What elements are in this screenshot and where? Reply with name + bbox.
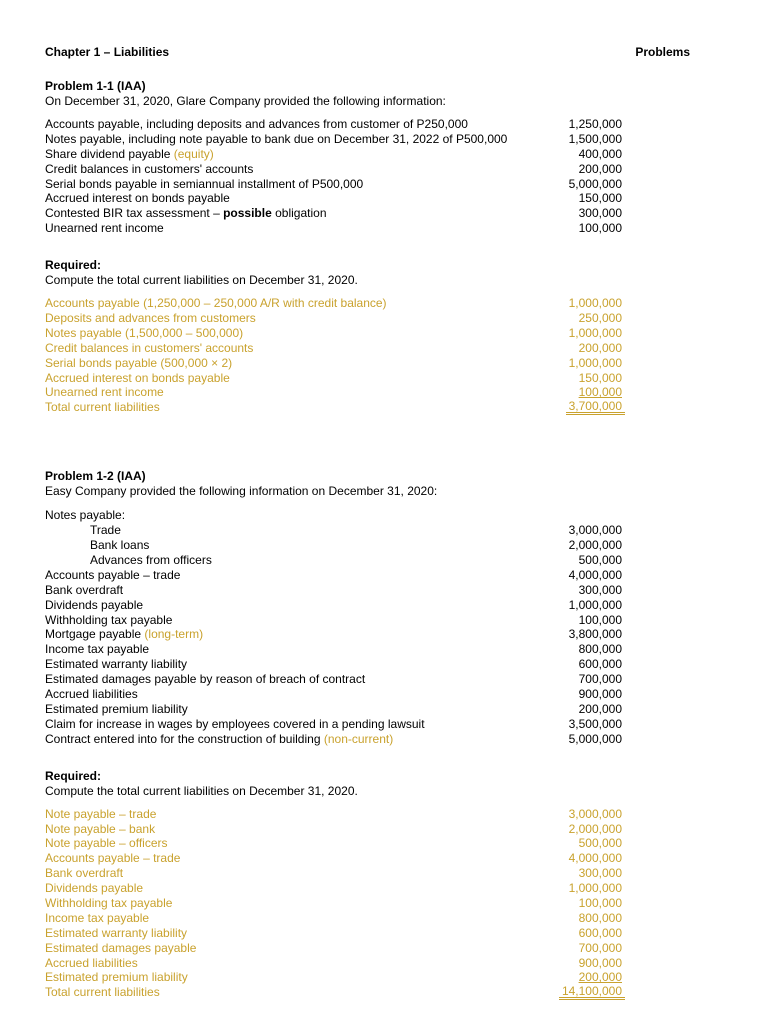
answer-row-label: Income tax payable — [45, 910, 150, 925]
total-value: 3,700,000 — [566, 400, 625, 415]
answer-row — [45, 881, 690, 896]
line-item — [45, 568, 690, 583]
answer-row-label: Accrued interest on bonds payable — [45, 370, 230, 385]
answer-row — [45, 311, 690, 326]
line-item — [45, 627, 690, 642]
answer-row-label: Accrued liabilities — [45, 955, 138, 970]
line-item — [45, 162, 690, 177]
answer-row-label: Withholding tax payable — [45, 895, 173, 910]
line-item-value: 400,000 — [578, 146, 622, 161]
label-text: Contested BIR tax assessment – — [45, 206, 224, 221]
label-text: Accounts payable, including deposits and advances from customer of P250,000 — [45, 117, 468, 131]
line-item — [45, 221, 690, 236]
page-header — [45, 44, 690, 61]
problem-1-1-title: Problem 1-1 (IAA) — [45, 79, 146, 93]
answer-row-label: Serial bonds payable (500,000 × 2) — [45, 355, 233, 370]
line-item-value: 3,500,000 — [568, 716, 622, 731]
answer-row-value: 100,000 — [578, 895, 622, 910]
line-item-value: 300,000 — [578, 582, 622, 597]
answer-row-value: 1,000,000 — [568, 325, 622, 340]
line-item — [45, 642, 690, 657]
sub-item-label: Trade — [90, 523, 121, 538]
line-item — [45, 191, 690, 206]
answer-row-value: 900,000 — [578, 955, 622, 970]
answer-row-label: Estimated damages payable — [45, 940, 197, 955]
label-text: Dividends payable — [45, 597, 144, 612]
answer-row-label: Accounts payable (1,250,000 – 250,000 A/R with credit balance) — [45, 296, 387, 311]
label-text: Notes payable, including note payable to bank due on December 31, 2022 of P500,000 — [45, 131, 508, 146]
answer-row-label: Estimated premium liability — [45, 970, 188, 985]
answer-row — [45, 296, 690, 311]
total-value: 14,100,000 — [559, 985, 625, 1000]
answer-row-label: Bank overdraft — [45, 866, 124, 881]
answer-row — [45, 822, 690, 837]
line-item — [45, 177, 690, 192]
answer-row — [45, 866, 690, 881]
line-item — [45, 732, 690, 747]
label-text: Accrued interest on bonds payable — [45, 191, 230, 206]
line-item-value: 1,250,000 — [568, 117, 622, 131]
label-text: Withholding tax payable — [45, 612, 173, 627]
label-text: Serial bonds payable in semiannual installment of P500,000 — [45, 176, 364, 191]
section-label: Problems — [635, 45, 690, 59]
answer-row — [45, 911, 690, 926]
line-item-value: 200,000 — [578, 701, 622, 716]
answer-row-value: 3,000,000 — [568, 806, 622, 821]
problem-1-1-required-text: Compute the total current liabilities on December 31, 2020. — [45, 273, 358, 288]
answer-row — [45, 326, 690, 341]
sub-item — [45, 523, 690, 538]
label-text: Share dividend payable — [45, 146, 174, 161]
line-item — [45, 702, 690, 717]
line-item-value: 100,000 — [578, 221, 622, 236]
label-text: Contract entered into for the construction of building — [45, 731, 324, 746]
line-item — [45, 117, 690, 132]
label-text: Bank overdraft — [45, 582, 124, 597]
problem-1-2-required-text: Compute the total current liabilities on December 31, 2020. — [45, 783, 358, 798]
line-item-value: 900,000 — [578, 687, 622, 702]
label-text-end: obligation — [271, 206, 327, 221]
line-item — [45, 206, 690, 221]
label-text: Estimated premium liability — [45, 701, 188, 716]
problem-1-2-answers — [45, 807, 690, 986]
answer-row — [45, 356, 690, 371]
line-item-value: 600,000 — [578, 657, 622, 672]
answer-row — [45, 385, 690, 400]
line-item — [45, 657, 690, 672]
notes-payable-label: Notes payable: — [45, 508, 126, 523]
answer-row — [45, 941, 690, 956]
notes-payable-subitems — [45, 523, 690, 568]
answer-row-value: 250,000 — [578, 311, 622, 326]
line-item — [45, 583, 690, 598]
problem-1-2-required-label: Required: — [45, 768, 102, 783]
total-label: Total current liabilities — [45, 400, 160, 415]
problem-1-1-intro: On December 31, 2020, Glare Company provided the following information: — [45, 94, 446, 108]
problem-1-2-items — [45, 568, 690, 747]
answer-row-value: 1,000,000 — [568, 881, 622, 896]
label-text: Estimated damages payable by reason of breach of contract — [45, 672, 366, 687]
problem-1-2-total-row — [45, 985, 690, 1000]
label-note: (non-current) — [323, 731, 394, 746]
line-item-value: 3,800,000 — [568, 627, 622, 642]
answer-row-label: Estimated warranty liability — [45, 925, 188, 940]
line-item-value: 800,000 — [578, 642, 622, 657]
answer-row-value: 100,000 — [578, 385, 622, 400]
line-item-value: 150,000 — [578, 191, 622, 206]
answer-row-value: 1,000,000 — [568, 355, 622, 370]
answer-row-value: 600,000 — [578, 925, 622, 940]
sub-item-label: Bank loans — [90, 538, 150, 553]
answer-row — [45, 371, 690, 386]
label-text: Estimated warranty liability — [45, 657, 188, 672]
line-item-value: 4,000,000 — [568, 567, 622, 582]
answer-row-value: 200,000 — [578, 970, 622, 985]
answer-row-label: Deposits and advances from customers — [45, 311, 256, 326]
line-item-value: 5,000,000 — [568, 731, 622, 746]
answer-row — [45, 956, 690, 971]
answer-row — [45, 851, 690, 866]
sub-item — [45, 538, 690, 553]
problem-1-2-intro: Easy Company provided the following information on December 31, 2020: — [45, 484, 438, 499]
label-text: Claim for increase in wages by employees covered in a pending lawsuit — [45, 716, 425, 731]
answer-row-value: 4,000,000 — [568, 851, 622, 866]
answer-row — [45, 807, 690, 822]
answer-row-value: 700,000 — [578, 940, 622, 955]
problem-1-2-title: Problem 1-2 (IAA) — [45, 469, 146, 484]
line-item — [45, 717, 690, 732]
answer-row-value: 150,000 — [578, 370, 622, 385]
answer-row-value: 800,000 — [578, 910, 622, 925]
sub-item-value: 2,000,000 — [568, 538, 622, 553]
line-item — [45, 147, 690, 162]
line-item-value: 700,000 — [578, 672, 622, 687]
line-item — [45, 598, 690, 613]
answer-row — [45, 926, 690, 941]
sub-item-label: Advances from officers — [90, 553, 212, 568]
answer-row-value: 500,000 — [578, 836, 622, 851]
answer-row-label: Accounts payable – trade — [45, 851, 181, 866]
sub-item-value: 3,000,000 — [568, 523, 622, 538]
label-text: Income tax payable — [45, 642, 150, 657]
label-note: (long-term) — [144, 627, 204, 642]
answer-row — [45, 836, 690, 851]
line-item — [45, 613, 690, 628]
answer-row-value: 300,000 — [578, 866, 622, 881]
answer-row-label: Unearned rent income — [45, 385, 164, 400]
problem-1-1-items — [45, 117, 690, 236]
label-text: Accrued liabilities — [45, 687, 138, 702]
answer-row-label: Note payable – officers — [45, 836, 168, 851]
answer-row-label: Dividends payable — [45, 881, 144, 896]
answer-row-value: 200,000 — [578, 340, 622, 355]
label-emphasis: possible — [223, 206, 272, 221]
problem-1-1-required-label: Required: — [45, 258, 102, 273]
line-item — [45, 132, 690, 147]
document-page — [45, 44, 690, 1000]
line-item-value: 300,000 — [578, 206, 622, 221]
sub-item — [45, 553, 690, 568]
answer-row — [45, 970, 690, 985]
line-item-value: 1,000,000 — [568, 597, 622, 612]
sub-item-value: 500,000 — [578, 553, 622, 568]
answer-row-label: Credit balances in customers' accounts — [45, 340, 254, 355]
total-label: Total current liabilities — [45, 985, 160, 1000]
problem-1-1-answers — [45, 296, 690, 400]
chapter-title: Chapter 1 – Liabilities — [45, 45, 170, 59]
answer-row-label: Notes payable (1,500,000 – 500,000) — [45, 325, 244, 340]
label-note: (equity) — [173, 146, 214, 161]
answer-row — [45, 896, 690, 911]
label-text: Accounts payable – trade — [45, 567, 181, 582]
answer-row-label: Note payable – bank — [45, 821, 156, 836]
line-item-value: 100,000 — [578, 612, 622, 627]
label-text: Unearned rent income — [45, 221, 164, 236]
line-item-value: 5,000,000 — [568, 176, 622, 191]
answer-row-label: Note payable – trade — [45, 806, 157, 821]
answer-row-value: 2,000,000 — [568, 821, 622, 836]
problem-1-1-total-row — [45, 400, 690, 415]
label-text: Mortgage payable — [45, 627, 145, 642]
line-item-value: 200,000 — [578, 161, 622, 176]
line-item-value: 1,500,000 — [568, 131, 622, 146]
answer-row — [45, 341, 690, 356]
answer-row-value: 1,000,000 — [568, 296, 622, 311]
line-item — [45, 672, 690, 687]
label-text: Credit balances in customers' accounts — [45, 161, 254, 176]
line-item — [45, 687, 690, 702]
